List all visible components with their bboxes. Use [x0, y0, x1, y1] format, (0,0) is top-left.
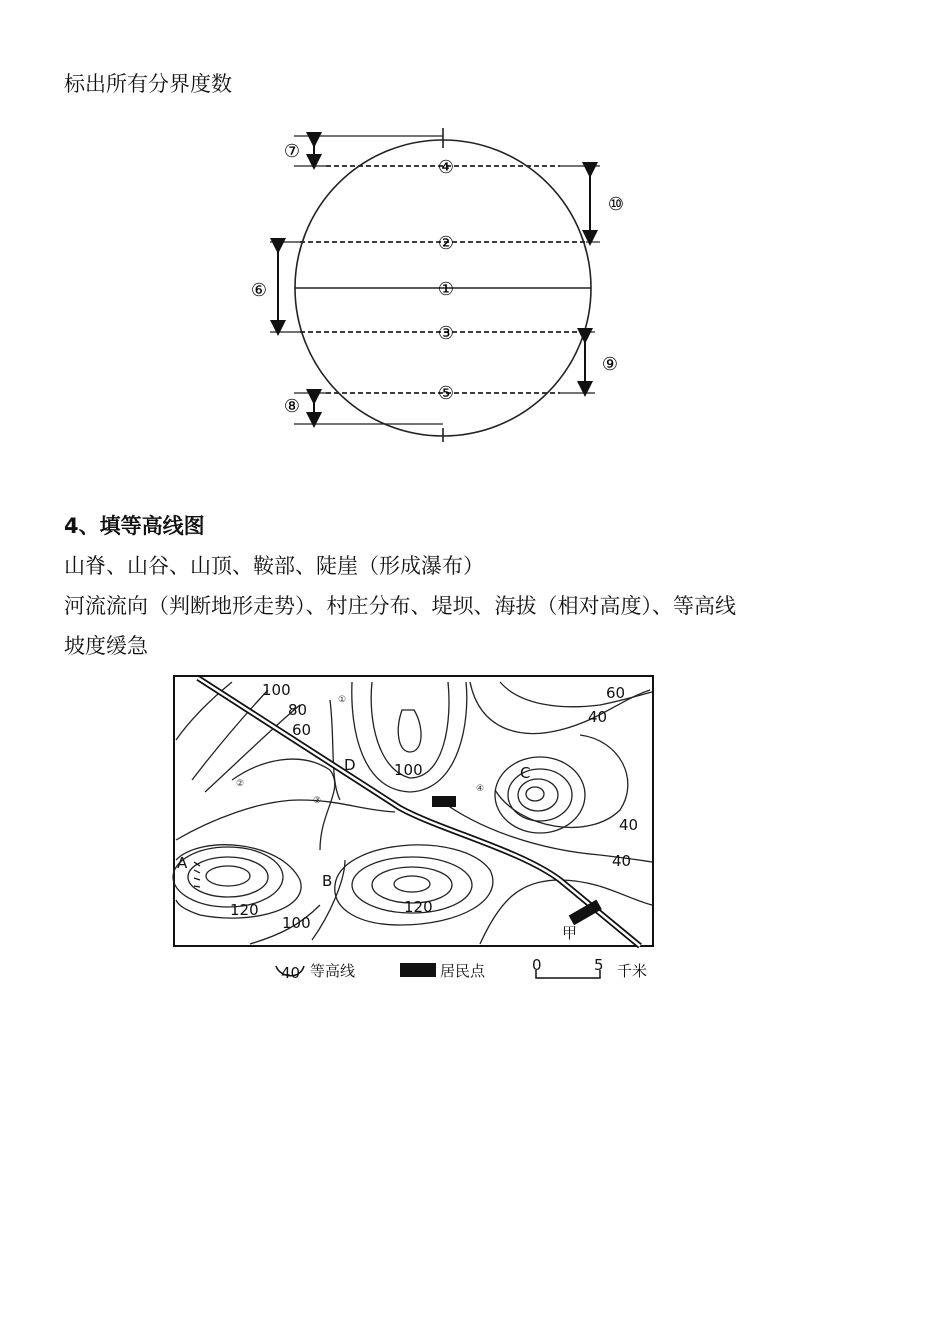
point-label-D: D — [344, 756, 356, 774]
label-south-frigid-zone: ⑧ — [283, 396, 301, 417]
point-label-jia: 甲 — [562, 924, 578, 942]
label-south-temperate-zone: ⑨ — [601, 354, 619, 375]
contour-label-40-top: 40 — [588, 708, 608, 726]
legend-scale-zero: 0 — [532, 956, 542, 974]
contour-label-120-mid: 120 — [404, 898, 433, 916]
label-north-polar: ④ — [437, 157, 455, 178]
legend-contour-label: 等高线 — [310, 962, 356, 980]
settlement-mid — [432, 796, 456, 807]
point-label-3: ③ — [313, 796, 322, 806]
point-label-2: ② — [236, 779, 245, 789]
section-heading: 4、填等高线图 — [64, 514, 205, 538]
point-label-B: B — [322, 872, 333, 890]
legend-scale-five: 5 — [594, 956, 604, 974]
point-label-1: ① — [338, 695, 347, 705]
contour-label-120-left: 120 — [230, 901, 259, 919]
label-north-frigid-zone: ⑦ — [283, 141, 301, 162]
label-south-tropic: ③ — [437, 323, 455, 344]
legend-scale-bar — [536, 970, 600, 978]
body-line-1: 山脊、山谷、山顶、鞍部、陡崖（形成瀑布） — [64, 554, 484, 578]
point-label-4: ④ — [476, 784, 485, 794]
contour-map — [0, 670, 950, 990]
contour-label-60-left: 60 — [292, 721, 312, 739]
contour-label-40-mid: 40 — [619, 816, 639, 834]
point-label-C: C — [520, 764, 531, 782]
contour-label-80: 80 — [288, 701, 308, 719]
label-equator: ① — [437, 279, 455, 300]
body-line-2: 河流流向（判断地形走势）、村庄分布、堤坝、海拔（相对高度）、等高线 — [64, 594, 736, 618]
contour-label-100-bottom: 100 — [282, 914, 311, 932]
label-north-temperate-zone: ⑩ — [607, 194, 625, 215]
point-label-A: A — [177, 854, 188, 872]
globe-diagram — [0, 0, 950, 470]
legend-settlement-label: 居民点 — [440, 962, 486, 980]
label-tropical-zone: ⑥ — [250, 280, 268, 301]
contour-label-60-right: 60 — [606, 684, 626, 702]
label-south-polar: ⑤ — [437, 383, 455, 404]
label-north-tropic: ② — [437, 233, 455, 254]
legend-scale-unit: 千米 — [617, 962, 648, 980]
instruction-text: 标出所有分界度数 — [64, 72, 232, 96]
body-line-3: 坡度缓急 — [64, 634, 148, 658]
legend-contour-value: 40 — [281, 964, 301, 982]
contour-label-100-mid: 100 — [394, 761, 423, 779]
legend-settlement-symbol — [400, 963, 436, 977]
contour-label-40-low: 40 — [612, 852, 632, 870]
contour-label-100-top: 100 — [262, 681, 291, 699]
